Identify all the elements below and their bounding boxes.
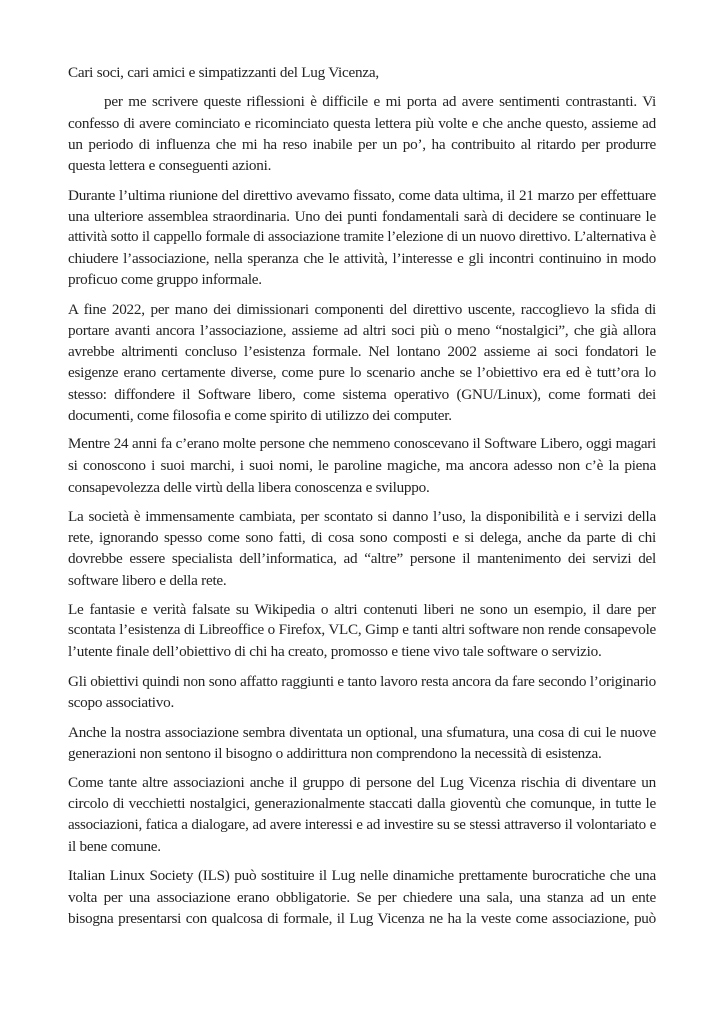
- text-line: software libero e della rete.: [68, 571, 227, 589]
- text-line: La società è immensamente cambiata, per scontato si danno l’uso, la disponibilità e i servizi della: [68, 508, 656, 526]
- text-line: stesso: diffondere il Software libero, come sistema operativo (GNU/Linux), come formati dei: [68, 385, 656, 403]
- text-line: consapevolezza delle virtù della libera conoscenza e sviluppo.: [68, 478, 430, 496]
- text-line: avrebbe altrimenti concluso l’esistenza formale. Nel lontano 2002 assieme ai soci fondatori le: [68, 343, 656, 361]
- ils-paragraph: [68, 865, 656, 929]
- text-line: Come tante altre associazioni anche il gruppo di persone del Lug Vicenza rischia di diventare un: [68, 774, 656, 792]
- goals-paragraph: [68, 671, 656, 713]
- text-line: si conoscono i suoi marchi, i suoi nomi, le paroline magiche, ma ancora adesso non c’è la piena: [68, 457, 656, 475]
- text-line: esigenze erano certamente diverse, come pure lo scenario anche se l’obiettivo era ed è tutt’ora lo: [68, 364, 656, 382]
- text-line: una ulteriore assemblea straordinaria. Uno dei punti fondamentali sarà di decidere se continuare le: [68, 207, 656, 225]
- text-line: il bene comune.: [68, 837, 161, 855]
- text-line: circolo di vecchietti nostalgici, generazionalmente staccati dalla gioventù che comunque, in tutte le: [68, 795, 656, 813]
- meeting-paragraph: [68, 185, 656, 291]
- text-line: generazioni non sentono il bisogno o addirittura non comprendono la necessità di esistenza.: [68, 744, 602, 762]
- text-line: Italian Linux Society (ILS) può sostituire il Lug nelle dinamiche prettamente burocratiche che una: [68, 867, 656, 885]
- text-line: l’utente finale dell’obiettivo di chi ha creato, promosso e tiene vivo tale software o servizio.: [68, 643, 602, 661]
- text-line: dovrebbe essere specialista dell’informatica, ad “altre” persone il mantenimento dei servizi del: [68, 550, 656, 568]
- text-line: Anche la nostra associazione sembra diventata un optional, una sfumatura, una cosa di cui le nuove: [68, 723, 656, 741]
- text-line: scontata l’esistenza di Libreoffice o Firefox, VLC, Gimp e tanti altri software non rende consapevole: [68, 622, 656, 639]
- history-paragraph: [68, 299, 656, 426]
- optional-paragraph: [68, 722, 656, 764]
- text-line: documenti, come filosofia e come spirito di utilizzo dei computer.: [68, 406, 452, 424]
- salutation: [68, 62, 656, 83]
- generations-paragraph: [68, 772, 656, 857]
- text-line: Gli obiettivi quindi non sono affatto raggiunti e tanto lavoro resta ancora da fare secondo l’originario: [68, 672, 656, 690]
- text-line: bisogna presentarsi con qualcosa di formale, il Lug Vicenza ne ha la veste come associazione, può: [68, 909, 656, 927]
- text-line: associazioni, fatica a dialogare, ad avere interessi e ad investire su se stessi attraverso il volontariato e: [68, 816, 656, 833]
- text-line: questa lettera e conseguenti azioni.: [68, 157, 272, 175]
- text-line: Durante l’ultima riunione del direttivo avevamo fissato, come data ultima, il 21 marzo per effettuare: [68, 186, 656, 204]
- text-line: chiudere l’associazione, nella speranza che le attività, l’interesse e gli incontri continuino in modo: [68, 250, 656, 268]
- text-line: rete, ignorando spesso come sono fatti, di cosa sono composti e si delega, anche da parte di chi: [68, 529, 656, 547]
- text-line: volta per una associazione erano obbligatorie. Se per chiedere una sala, una stanza ad un ente: [68, 888, 656, 906]
- text-line: confesso di avere cominciato e ricominciato questa lettera più volte e che anche questo, assieme ad: [68, 114, 656, 132]
- awareness-paragraph: [68, 434, 656, 498]
- letter-body: [68, 62, 656, 937]
- text-line: proficuo come gruppo informale.: [68, 271, 262, 289]
- text-line: per me scrivere queste riflessioni è difficile e mi porta ad avere sentimenti contrastanti. Vi: [104, 93, 656, 111]
- text-line: portare avanti ancora l’associazione, assieme ad altri soci più o meno “nostalgici”, che già allora: [68, 321, 656, 339]
- intro-paragraph: [68, 91, 656, 176]
- text-line: Cari soci, cari amici e simpatizzanti del Lug Vicenza,: [68, 64, 379, 81]
- text-line: Mentre 24 anni fa c’erano molte persone che nemmeno conoscevano il Software Libero, oggi magari: [68, 436, 656, 453]
- text-line: Le fantasie e verità falsate su Wikipedia o altri contenuti liberi ne sono un esempio, il dare per: [68, 601, 656, 619]
- text-line: A fine 2022, per mano dei dimissionari componenti del direttivo uscente, raccoglievo la sfida di: [68, 300, 656, 318]
- text-line: scopo associativo.: [68, 694, 175, 712]
- society-paragraph: [68, 506, 656, 591]
- text-line: un periodo di influenza che mi ha reso inabile per un po’, ha contribuito al ritardo per produrre: [68, 135, 656, 153]
- examples-paragraph: [68, 599, 656, 663]
- text-line: attività sotto il cappello formale di associazione tramite l’elezione di un nuovo direttivo. L’alternativa è: [68, 228, 656, 245]
